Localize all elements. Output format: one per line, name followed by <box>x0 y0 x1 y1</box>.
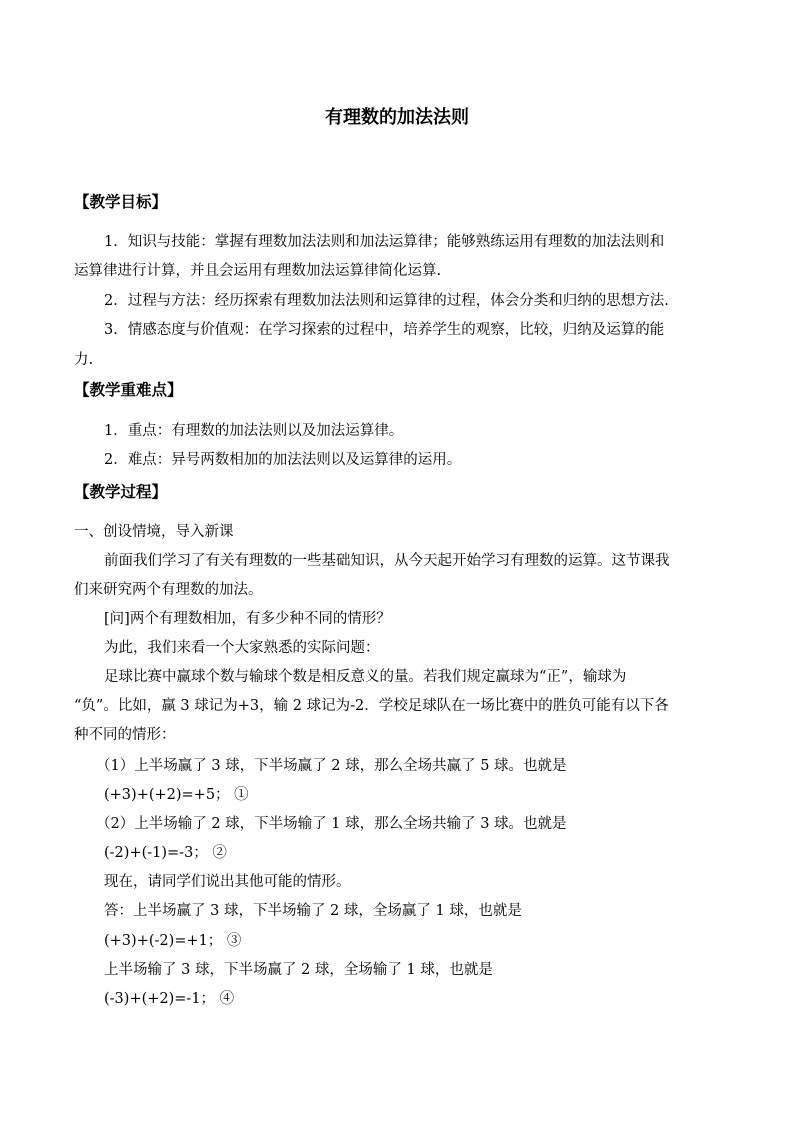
process-line-2: 前面我们学习了有关有理数的一些基础知识，从今天起开始学习有理数的运算。这节课我 <box>104 553 670 569</box>
equation-3: (+3)+(-2)=+1； ③ <box>104 933 242 949</box>
process-line-11: （2）上半场输了 2 球，下半场输了 1 球，那么全场共输了 3 球。也就是 <box>96 816 567 832</box>
process-line-3: 们来研究两个有理数的加法。 <box>74 582 263 598</box>
process-line-7: “负”。比如，赢 3 球记为+3，输 2 球记为-2．学校足球队在一场比赛中的胜负可能有以下各 <box>74 698 669 714</box>
process-line-16: 上半场输了 3 球，下半场赢了 2 球，全场输了 1 球，也就是 <box>104 962 493 978</box>
process-line-5: 为此，我们来看一个大家熟悉的实际问题： <box>104 640 380 656</box>
process-line-1: 一、创设情境，导入新课 <box>74 524 234 540</box>
process-line-13: 现在，请同学们说出其他可能的情形。 <box>104 874 351 890</box>
process-line-14: 答：上半场赢了 3 球，下半场输了 2 球，全场赢了 1 球，也就是 <box>104 903 522 919</box>
goals-line-1: 1．知识与技能：掌握有理数加法法则和加法运算律；能够熟练运用有理数的加法法则和 <box>104 234 665 250</box>
goals-line-3: 2．过程与方法：经历探索有理数加法法则和运算律的过程，体会分类和归纳的思想方法. <box>104 293 669 309</box>
key-points-line-2: 2．难点：异号两数相加的加法法则以及运算律的运用。 <box>104 452 462 468</box>
equation-2: (-2)+(-1)=-3； ② <box>104 845 227 861</box>
goals-line-2: 运算律进行计算，并且会运用有理数加法运算律简化运算. <box>74 263 442 279</box>
process-line-4: [问]两个有理数相加，有多少种不同的情形？ <box>104 611 391 627</box>
section-heading-key-points: 【教学重难点】 <box>74 380 183 399</box>
key-points-line-1: 1．重点：有理数的加法法则以及加法运算律。 <box>104 423 404 439</box>
goals-line-5: 力. <box>74 352 94 368</box>
section-heading-goals: 【教学目标】 <box>74 192 168 211</box>
process-line-8: 种不同的情形： <box>74 727 176 743</box>
equation-4: (-3)+(+2)=-1； ④ <box>104 991 235 1007</box>
process-line-9: （1）上半场赢了 3 球，下半场赢了 2 球，那么全场共赢了 5 球。也就是 <box>96 758 567 774</box>
process-line-6: 足球比赛中赢球个数与输球个数是相反意义的量。若我们规定赢球为“正”，输球为 <box>104 669 627 685</box>
goals-line-4: 3．情感态度与价值观：在学习探索的过程中，培养学生的观察，比较，归纳及运算的能 <box>104 322 665 338</box>
page-title: 有理数的加法法则 <box>325 107 469 128</box>
equation-1: (+3)+(+2)=+5； ① <box>104 787 249 803</box>
section-heading-process: 【教学过程】 <box>74 482 168 501</box>
